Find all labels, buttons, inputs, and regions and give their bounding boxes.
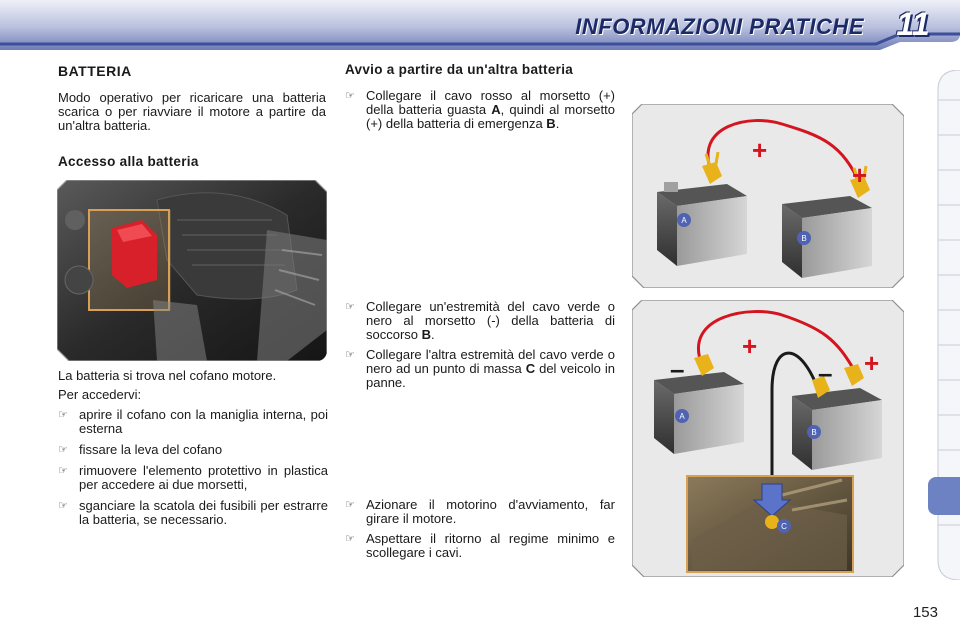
chapter-title: INFORMAZIONI PRATICHE <box>575 14 864 39</box>
middle-column-mid <box>345 294 615 390</box>
section-title-batteria: BATTERIA <box>58 63 132 79</box>
minus-sign-b: – <box>818 358 833 388</box>
bullet-hand-icon: ☞ <box>345 301 355 313</box>
minus-sign-a: – <box>670 354 685 384</box>
plus-sign-b: + <box>864 348 880 378</box>
chapter-number-badge: 11 <box>896 5 930 42</box>
plus-sign-a: + <box>752 135 768 165</box>
subheading-access: Accesso alla batteria <box>58 154 199 169</box>
access-step-1: ☞ aprire il cofano con la maniglia interna, poi esterna <box>58 407 328 436</box>
battery-a-label: A <box>679 412 685 421</box>
bullet-hand-icon: ☞ <box>58 500 68 512</box>
bullet-hand-icon: ☞ <box>58 444 68 456</box>
intro-paragraph: Modo operativo per ricaricare una batteria scarica o per riavviare il motore a partire da un'altra batteria. <box>58 90 326 133</box>
battery-location-text: La batteria si trova nel cofano motore. <box>58 368 277 383</box>
plus-sign-b: + <box>852 160 868 190</box>
bullet-hand-icon: ☞ <box>345 533 355 545</box>
ground-point-c-label: C <box>781 522 787 531</box>
access-step-4: ☞ sganciare la scatola dei fusibili per estrarre la batteria, se necessario. <box>58 498 328 527</box>
jump-step-3: ☞ Collegare l'altra estremità del cavo verde o nero ad un punto di massa C del veicolo in panne. <box>345 347 615 390</box>
bullet-hand-icon: ☞ <box>58 409 68 421</box>
battery-b-label: B <box>801 234 807 243</box>
engine-bay-photo <box>57 180 327 361</box>
jump-step-4: ☞ Azionare il motorino d'avviamento, far girare il motore. <box>345 497 615 526</box>
battery-a-label: A <box>681 216 687 225</box>
jump-step-5: ☞ Aspettare il ritorno al regime minimo e scollegare i cavi. <box>345 531 615 560</box>
jump-step-2: ☞ Collegare un'estremità del cavo verde o nero al morsetto (-) della batteria di soccorso B. <box>345 299 615 342</box>
page-number: 153 <box>912 604 938 621</box>
access-label: Per accedervi: <box>58 387 142 402</box>
figure-red-cable-connection <box>632 104 904 288</box>
jump-step-1: ☞ Collegare il cavo rosso al morsetto (+) della batteria guasta A, quindi al morsetto (+) della batteria di emergenza B. <box>345 88 615 131</box>
left-column-top <box>58 64 326 169</box>
access-step-3: ☞ rimuovere l'elemento protettivo in plastica per accedere ai due morsetti, <box>58 463 328 492</box>
middle-column-top <box>345 62 615 131</box>
side-tab-active-chapter[interactable] <box>928 477 960 515</box>
subheading-jump-start: Avvio a partire da un'altra batteria <box>345 62 574 77</box>
figure-black-cable-ground <box>632 300 904 577</box>
battery-b-label: B <box>811 428 817 437</box>
bullet-hand-icon: ☞ <box>345 90 355 102</box>
access-step-2: ☞ fissare la leva del cofano <box>58 442 223 457</box>
bullet-hand-icon: ☞ <box>345 499 355 511</box>
bullet-hand-icon: ☞ <box>345 349 355 361</box>
bullet-hand-icon: ☞ <box>58 465 68 477</box>
plus-sign-a: + <box>742 331 758 361</box>
left-column-bottom <box>58 369 328 527</box>
middle-column-bottom <box>345 492 615 560</box>
